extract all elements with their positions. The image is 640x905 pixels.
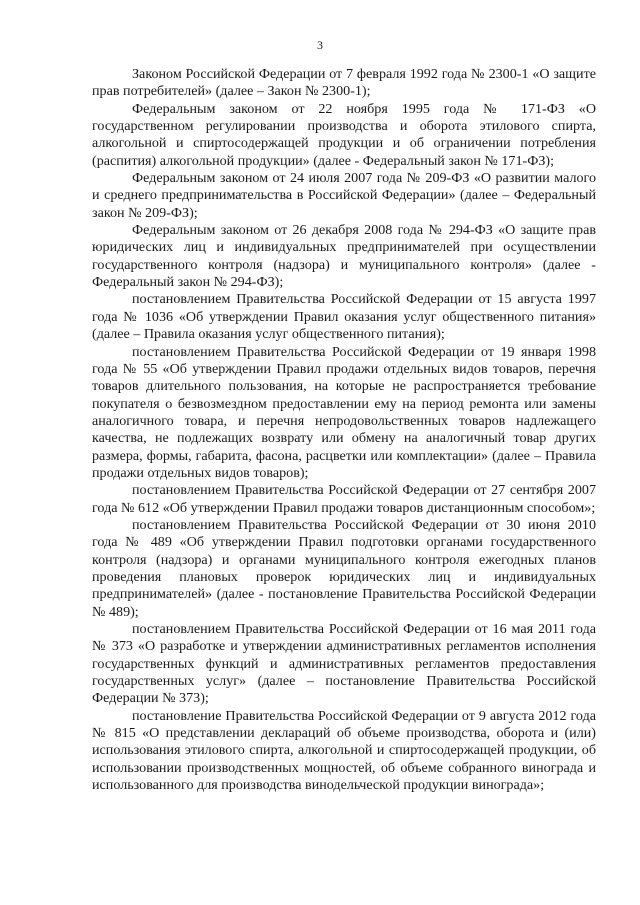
paragraph-law-209-fz: Федеральным законом от 24 июля 2007 года № 209-ФЗ «О развитии малого и среднего предпринимательства в Российской Федерации» (далее – Федеральный закон № 209-ФЗ); <box>92 170 596 221</box>
paragraph-law-2300-1: Законом Российской Федерации от 7 февраля 1992 года № 2300-1 «О защите прав потребителей» (далее – Закон № 2300-1); <box>92 66 596 100</box>
paragraph-decree-373: постановлением Правительства Российской Федерации от 16 мая 2011 года № 373 «О разработке и утверждении административных регламентов исполнения государственных функций и административных регламентов предоставления государственных услуг» (далее – постановление Правительства Российской Федерации № 373); <box>92 621 596 707</box>
paragraph-decree-55: постановлением Правительства Российской Федерации от 19 января 1998 года № 55 «Об утверждении Правил продажи отдельных видов товаров, перечня товаров длительного пользования, на которые не распространяется требование покупателя о безвозмездном предоставлении ему на период ремонта или замены аналогичного товара, и перечня непродовольственных товаров надлежащего качества, не подлежащих возврату или обмену на аналогичный товар других размера, формы, габарита, фасона, расцветки или комплектации» (далее – Правила продажи отдельных видов товаров); <box>92 343 596 481</box>
paragraph-law-171-fz: Федеральным законом от 22 ноября 1995 года № 171-ФЗ «О государственном регулировании производства и оборота этилового спирта, алкогольной и спиртосодержащей продукции и об ограничении потребления (распития) алкогольной продукции» (далее - Федеральный закон № 171-ФЗ); <box>92 100 596 169</box>
paragraph-decree-612: постановлением Правительства Российской Федерации от 27 сентября 2007 года № 612 «Об утверждении Правил продажи товаров дистанционным способом»; <box>92 482 596 516</box>
paragraph-decree-1036: постановлением Правительства Российской Федерации от 15 августа 1997 года № 1036 «Об утверждении Правил оказания услуг общественного питания» (далее – Правила оказания услуг общественного питания); <box>92 291 596 343</box>
paragraph-law-294-fz: Федеральным законом от 26 декабря 2008 года № 294-ФЗ «О защите прав юридических лиц и индивидуальных предпринимателей при осуществлении государственного контроля (надзора) и муниципального контроля» (далее - Федеральный закон № 294-ФЗ); <box>92 222 596 291</box>
document-body <box>92 66 596 794</box>
paragraph-decree-489: постановлением Правительства Российской Федерации от 30 июня 2010 года № 489 «Об утверждении Правил подготовки органами государственного контроля (надзора) и органами муниципального контроля ежегодных планов проведения плановых проверок юридических лиц и индивидуальных предпринимателей» (далее - постановление Правительства Российской Федерации № 489); <box>92 516 596 620</box>
paragraph-decree-815: постановление Правительства Российской Федерации от 9 августа 2012 года № 815 «О представлении деклараций об объеме производства, оборота и (или) использования этилового спирта, алкогольной и спиртосодержащей продукции, об использовании производственных мощностей, об объеме собранного винограда и использованного для производства винодельческой продукции винограда»; <box>92 707 596 794</box>
page-number: 3 <box>317 38 323 52</box>
